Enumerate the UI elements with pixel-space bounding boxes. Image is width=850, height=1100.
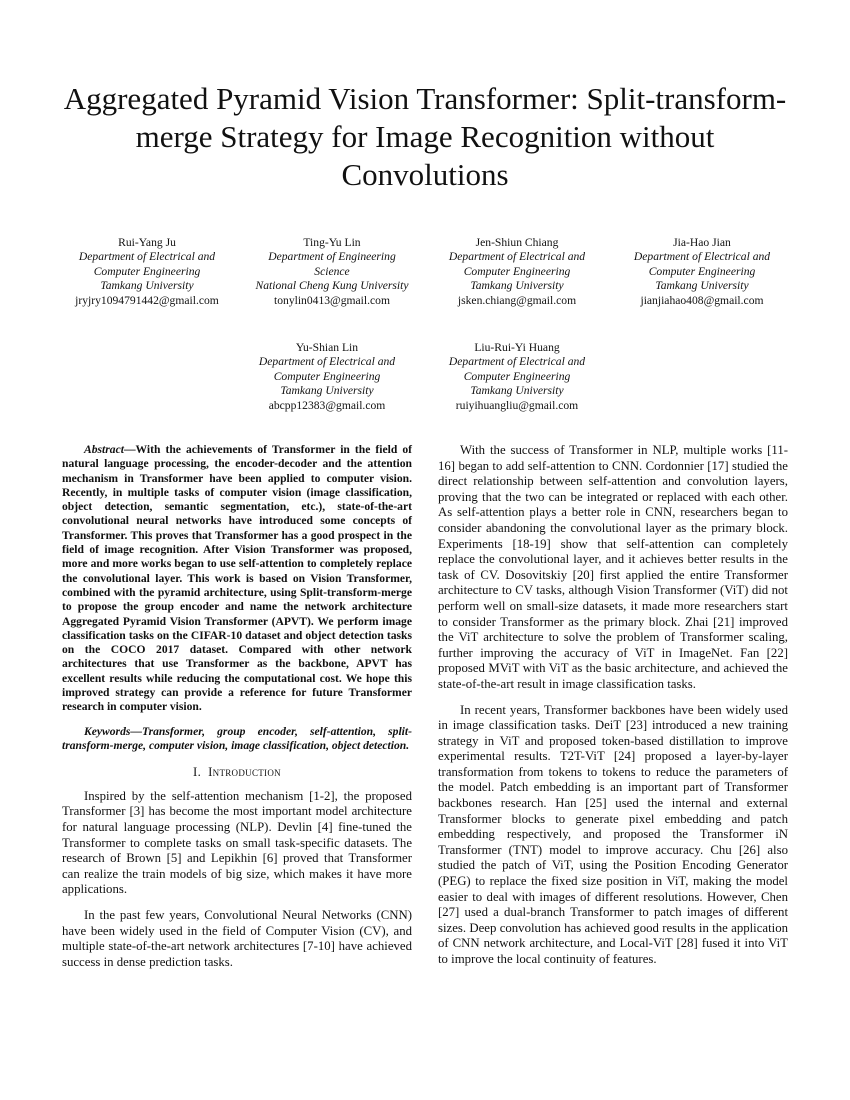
author-univ: Tamkang University bbox=[655, 279, 749, 293]
abstract-text: —With the achievements of Transformer in the field of natural language processing, the encoder-decoder and the attention mechanism in Transformer have been applied to computer vision. Recently, in multiple tasks of computer vision (image classification, object detection, semantic segmentation, etc.), state-of-the-art convolutional neural networks have introduced some concepts of Transformer. This proves that Transformer has a good prospect in the field of image recognition. After Vision Transformer was proposed, more and more works began to use self-attention to completely replace the convolutional layer. This work is based on Vision Transformer, combined with the pyramid architecture, using Split-transform-merge to propose the group encoder and name the network architecture Aggregated Pyramid Vision Transformer (APVT). We perform image classification tasks on the CIFAR-10 dataset and object detection tasks on the COCO 2017 dataset. Compared with other network architectures that use Transformer as the backbone, APVT has excellent results while reducing the computational cost. We hope this improved strategy can provide a reference for future Transformer research in computer vision. bbox=[62, 443, 412, 714]
abstract-label: Abstract bbox=[84, 443, 124, 456]
author-dept: Department of Electrical and bbox=[78, 250, 216, 264]
section-number: I. bbox=[193, 765, 202, 780]
author-dept: Department of Electrical and bbox=[448, 355, 586, 369]
author-dept: Computer Engineering bbox=[93, 264, 201, 278]
author-dept: Computer Engineering bbox=[273, 369, 381, 383]
author-email: tonylin0413@gmail.com bbox=[274, 293, 390, 307]
author-name: Rui-Yang Ju bbox=[118, 236, 176, 249]
abstract bbox=[62, 443, 412, 715]
author-email: abcpp12383@gmail.com bbox=[268, 398, 386, 412]
author-dept: Computer Engineering bbox=[463, 264, 571, 278]
author-dept: Department of Electrical and bbox=[258, 355, 396, 369]
author-dept: Computer Engineering bbox=[648, 264, 756, 278]
author-univ: National Cheng Kung University bbox=[255, 279, 409, 293]
section-heading bbox=[62, 765, 412, 781]
author-dept: Department of Engineering bbox=[268, 250, 396, 264]
author-dept: Department of Electrical and bbox=[633, 250, 771, 264]
paper-title: Aggregated Pyramid Vision Transformer: Split-transform-merge Strategy for Image Recognition without Convolutions bbox=[63, 81, 787, 192]
author-email: jsken.chiang@gmail.com bbox=[457, 293, 577, 307]
author-name: Jen-Shiun Chiang bbox=[475, 236, 559, 249]
author-univ: Tamkang University bbox=[280, 384, 374, 398]
author-dept: Computer Engineering bbox=[463, 369, 571, 383]
paragraph: With the success of Transformer in NLP, multiple works [11-16] began to add self-attention to CNN. Cordonnier [17] studied the direct relationship between self-attention and convolution layers, proving that the two can be integrated or replaced with each other. As self-attention plays a better role in CNN, researchers began to consider abandoning the convolutional layer as the primary block. Experiments [18-19] show that self-attention can completely replace the convolutional layer, and it achieves better results in the task of CV. Dosovitskiy [20] first applied the entire Transformer architecture to CV tasks, although Vision Transformer (ViT) did not perform well on small-size datasets, it made more researchers start to consider Transformer as the primary block. Zhai [21] improved the ViT architecture to solve the problem of Transformer scaling, further improving the accuracy of ViT in ImageNet. Fan [22] proposed MViT with ViT as the basic architecture, and achieved the state-of-the-art result in image classification tasks. bbox=[438, 443, 788, 691]
author-block bbox=[237, 236, 427, 308]
paragraph: Inspired by the self-attention mechanism [1-2], the proposed Transformer [3] has become the most important model architecture for natural language processing (NLP). Devlin [4] fine-tuned the Transformer to complete tasks on small task-specific datasets. The research of Brown [5] and Lepikhin [6] proved that Transformer can realize the train models of big size, which makes it have more applications. bbox=[62, 788, 412, 897]
author-email: jianjiahao408@gmail.com bbox=[640, 293, 764, 307]
paragraph: In the past few years, Convolutional Neural Networks (CNN) have been widely used in the field of Computer Vision (CV), and multiple state-of-the-art network architectures [7-10] have achieved success in dense prediction tasks. bbox=[62, 907, 412, 969]
author-block bbox=[422, 236, 612, 308]
author-name: Jia-Hao Jian bbox=[673, 236, 731, 249]
author-email: ruiyihuangliu@gmail.com bbox=[455, 398, 579, 412]
author-dept: Department of Electrical and bbox=[448, 250, 586, 264]
author-block bbox=[607, 236, 797, 308]
author-dept: Science bbox=[314, 264, 350, 278]
author-block bbox=[422, 341, 612, 413]
paragraph: In recent years, Transformer backbones have been widely used in image classification tasks. DeiT [23] introduced a new training strategy in ViT and proposed token-based distillation to improve experimental results. T2T-ViT [24] proposed a layer-by-layer transformation from tokens to tokens to reduce the parameters of the model. Patch embedding is an important part of Transformer backbones research. Han [25] used the internal and external Transformer blocks to generate pixel embedding and patch embedding respectively, and proposed the Transformer iN Transformer (TNT) model to improve accuracy. Chu [26] also studied the patch of ViT, using the Position Encoding Generator (PEG) to replace the fixed size position in ViT, making the model easier to deal with images of different resolutions. However, Chen [27] used a dual-branch Transformer to patch images of different sizes. Deep convolution has achieved good results in the application of CNN network architecture, and Local-ViT [28] fused it into ViT to improve the local continuity of features. bbox=[438, 702, 788, 966]
author-name: Yu-Shian Lin bbox=[295, 341, 359, 354]
keywords bbox=[62, 725, 412, 754]
author-name: Ting-Yu Lin bbox=[303, 236, 361, 249]
section-title: Introduction bbox=[208, 765, 281, 780]
keywords-text: Keywords—Transformer, group encoder, self-attention, split-transform-merge, computer vision, image classification, object detection. bbox=[62, 724, 412, 752]
author-univ: Tamkang University bbox=[470, 279, 564, 293]
author-block bbox=[52, 236, 242, 308]
author-univ: Tamkang University bbox=[100, 279, 194, 293]
left-column bbox=[62, 443, 412, 980]
author-email: jryjry1094791442@gmail.com bbox=[75, 293, 219, 307]
author-block bbox=[232, 341, 422, 413]
author-name: Liu-Rui-Yi Huang bbox=[474, 341, 560, 354]
right-column bbox=[438, 443, 788, 978]
author-univ: Tamkang University bbox=[470, 384, 564, 398]
